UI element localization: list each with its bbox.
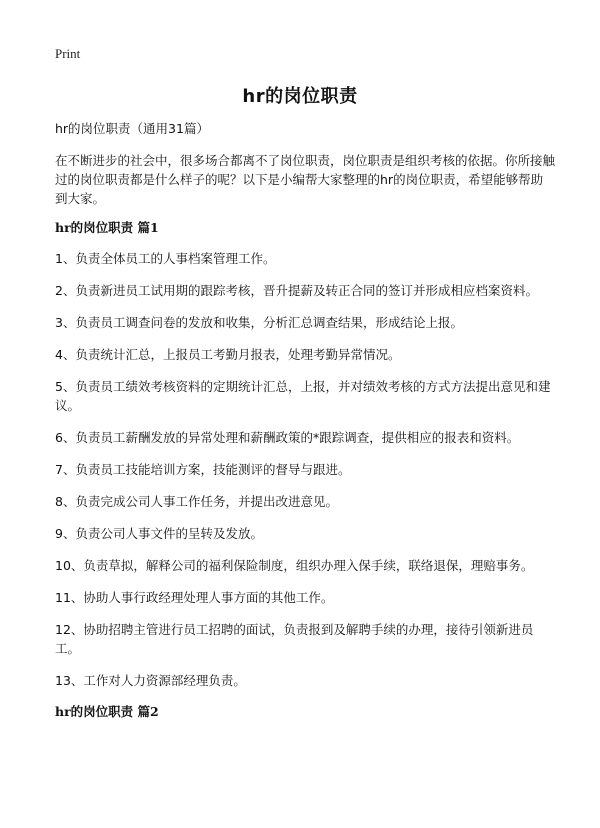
duty-item: 10、负责草拟，解释公司的福利保险制度，组织办理入保手续，联络退保，理赔事务。 (55, 558, 534, 573)
document-body (55, 120, 555, 733)
duty-item: 3、负责员工调查问卷的发放和收集，分析汇总调查结果，形成结论上报。 (55, 315, 463, 330)
duty-item: 8、负责完成公司人事工作任务，并提出改进意见。 (55, 494, 338, 509)
document-subtitle: hr的岗位职责（通用31篇） (55, 121, 209, 136)
duty-item: 9、负责公司人事文件的呈转及发放。 (55, 526, 263, 541)
duty-item: 4、负责统计汇总，上报员工考勤月报表，处理考勤异常情况。 (55, 347, 401, 362)
intro-paragraph: 在不断进步的社会中，很多场合都离不了岗位职责，岗位职责是组织考核的依据。你所接触过的岗位职责都是什么样子的呢？以下是小编帮大家整理的hr的岗位职责，希望能够帮助到大家。 (55, 153, 556, 206)
page-title: hr的岗位职责 (242, 86, 358, 107)
duty-item: 1、负责全体员工的人事档案管理工作。 (55, 251, 276, 266)
section-heading: hr的岗位职责 篇1 (55, 220, 159, 235)
duty-item: 2、负责新进员工试用期的跟踪考核，晋升提薪及转正合同的签订并形成相应档案资料。 (55, 283, 538, 298)
duty-item: 12、协助招聘主管进行员工招聘的面试，负责报到及解聘手续的办理，接待引领新进员工。 (55, 622, 534, 656)
duty-item: 5、负责员工绩效考核资料的定期统计汇总，上报，并对绩效考核的方式方法提出意见和建议。 (55, 379, 551, 413)
print-link[interactable]: Print (55, 46, 81, 61)
section-heading: hr的岗位职责 篇2 (55, 704, 159, 719)
duty-item: 6、负责员工薪酬发放的异常处理和薪酬政策的*跟踪调查，提供相应的报表和资料。 (55, 430, 520, 445)
duty-item: 7、负责员工技能培训方案，技能测评的督导与跟进。 (55, 462, 351, 477)
duty-item: 11、协助人事行政经理处理人事方面的其他工作。 (55, 590, 334, 605)
duty-item: 13、工作对人力资源部经理负责。 (55, 673, 246, 688)
